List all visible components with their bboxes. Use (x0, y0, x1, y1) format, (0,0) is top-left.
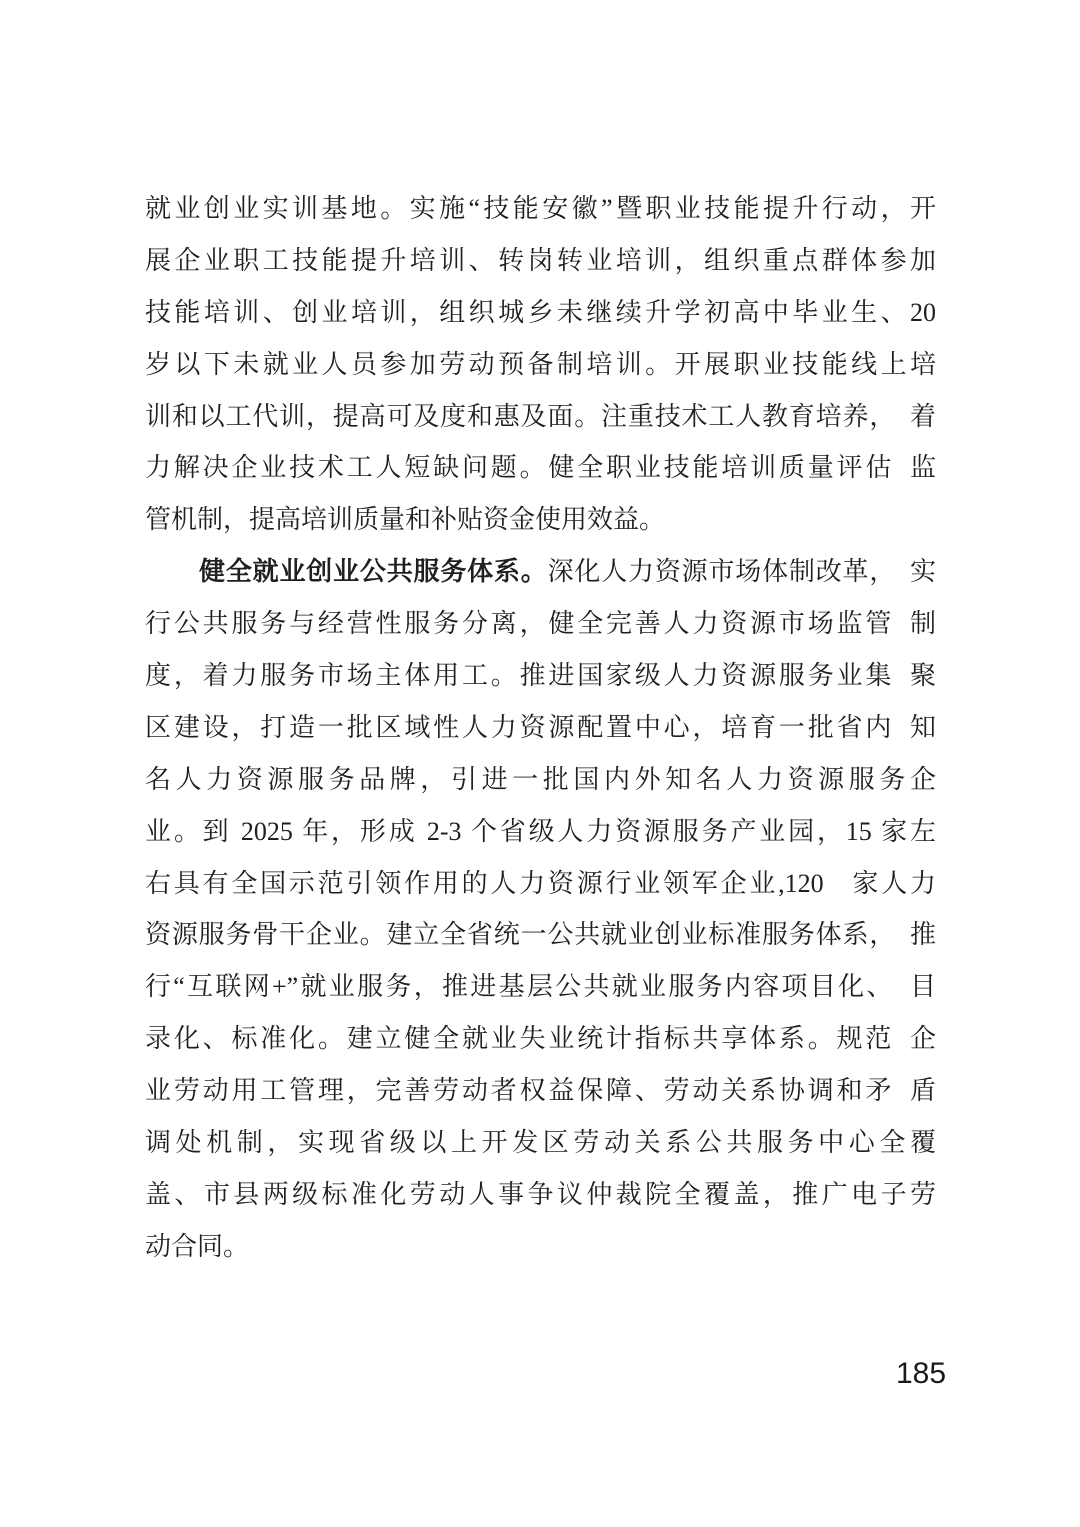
text-line: 业劳动用工管理，完善劳动者权益保障、劳动关系协调和矛 盾 (145, 1076, 936, 1106)
text-run: 深化人力资源市场体制改革， 实 (547, 557, 936, 587)
text-line: 调处机制，实现省级以上开发区劳动关系公共服务中心全覆 (145, 1128, 936, 1158)
text-line: 业。到 2025 年，形成 2-3 个省级人力资源服务产业园，15 家左 (145, 816, 936, 846)
text-line: 名人力资源服务品牌，引进一批国内外知名人力资源服务企 (145, 764, 936, 794)
text-line: 力解决企业技术工人短缺问题。健全职业技能培训质量评估 监 (145, 453, 936, 483)
text-line: 技能培训、创业培训，组织城乡未继续升学初高中毕业生、20 (145, 297, 936, 327)
text-line: 展企业职工技能提升培训、转岗转业培训，组织重点群体参加 (145, 245, 936, 275)
text-line: 区建设，打造一批区域性人力资源配置中心，培育一批省内 知 (145, 712, 936, 742)
text-body (145, 183, 936, 1273)
paragraph-end-line: 动合同。 (145, 1231, 250, 1261)
text-line: 行“互联网+”就业服务，推进基层公共就业服务内容项目化、 目 (145, 972, 936, 1002)
text-line: 行公共服务与经营性服务分离，健全完善人力资源市场监管 制 (145, 609, 936, 639)
page-number: 185 (896, 1357, 947, 1390)
paragraph2-first-line (145, 546, 936, 598)
text-line: 右具有全国示范引领作用的人力资源行业领军企业,120 家人力 (145, 868, 936, 898)
text-line: 训和以工代训，提高可及度和惠及面。注重技术工人教育培养， 着 (145, 401, 936, 431)
paragraph-heading: 健全就业创业公共服务体系。 (199, 557, 548, 587)
text-line: 资源服务骨干企业。建立全省统一公共就业创业标准服务体系， 推 (145, 920, 936, 950)
text-line: 录化、标准化。建立健全就业失业统计指标共享体系。规范 企 (145, 1024, 936, 1054)
text-line: 度，着力服务市场主体用工。推进国家级人力资源服务业集 聚 (145, 661, 936, 691)
paragraph-end-line: 管机制，提高培训质量和补贴资金使用效益。 (145, 505, 666, 535)
text-line: 盖、市县两级标准化劳动人事争议仲裁院全覆盖，推广电子劳 (145, 1179, 936, 1209)
text-line: 岁以下未就业人员参加劳动预备制培训。开展职业技能线上培 (145, 349, 936, 379)
text-line: 就业创业实训基地。实施“技能安徽”暨职业技能提升行动，开 (145, 194, 936, 223)
